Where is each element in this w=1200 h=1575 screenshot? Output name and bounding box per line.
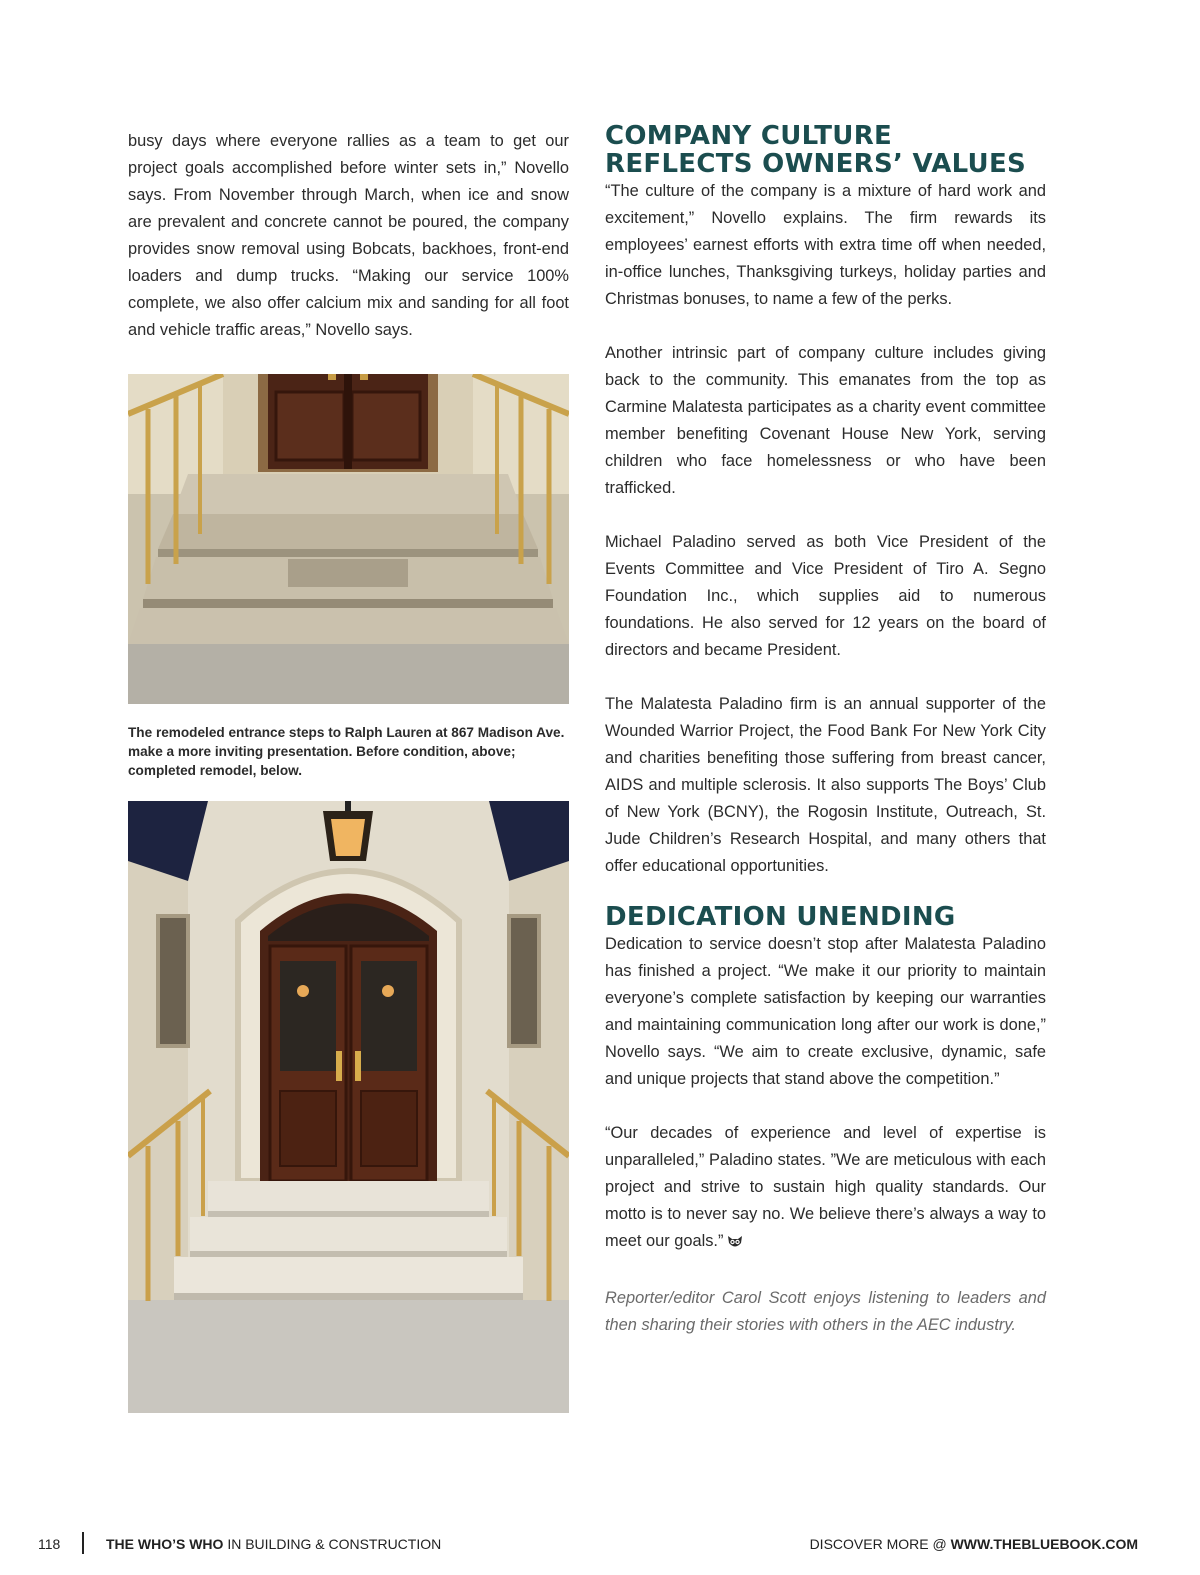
after-photo	[128, 801, 569, 1413]
dedication-paragraph-2	[605, 1120, 1046, 1258]
heading-dedication: DEDICATION UNENDING	[605, 902, 956, 932]
heading-company-culture: COMPANY CULTURE REFLECTS OWNERS’ VALUES	[605, 121, 1027, 179]
publication-name-rest: IN BUILDING & CONSTRUCTION	[223, 1536, 442, 1552]
left-column	[128, 120, 569, 344]
before-photo	[128, 374, 569, 704]
right-column	[605, 120, 1046, 1339]
owl-end-mark-icon	[727, 1231, 743, 1258]
dedication-paragraph-2-text: “Our decades of experience and level of expertise is unparalleled,” Paladino states. ”We are meticulous with each project and strive to sustain high quality standards. Our motto is to never say no. We believe there’s always a way to meet our goals.”	[605, 1124, 1046, 1250]
discover-more	[810, 1536, 1138, 1552]
left-paragraph: busy days where everyone rallies as a team to get our project goals accomplished before winter sets in,” Novello says. From November through March, when ice and snow are prevalent and concrete cannot be poured, the company provides snow removal using Bobcats, backhoes, front-end loaders and dump trucks. “Making our service 100% complete, we also offer calcium mix and sanding for all foot and vehicle traffic areas,” Novello says.	[128, 132, 569, 339]
culture-paragraph-4: The Malatesta Paladino firm is an annual supporter of the Wounded Warrior Project, the Food Bank For New York City and charities benefiting those suffering from breast cancer, AIDS and multiple sclerosis. It also supports The Boys’ Club of New York (BCNY), the Rogosin Institute, Outreach, St. Jude Children’s Research Hospital, and many others that offer educational opportunities.	[605, 695, 1046, 875]
footer-divider	[82, 1532, 84, 1554]
page-footer	[0, 1530, 1200, 1558]
culture-paragraph-3: Michael Paladino served as both Vice President of the Events Committee and Vice President of Tiro A. Segno Foundation Inc., which supplies aid to numerous foundations. He also served for 12 years on the board of directors and became President.	[605, 533, 1046, 659]
discover-label: DISCOVER MORE @	[809, 1536, 951, 1552]
culture-paragraph-1: “The culture of the company is a mixture of hard work and excitement,” Novello explains. The firm rewards its employees’ earnest efforts with extra time off when needed, in-office lunches, Thanksgiving turkeys, holiday parties and Christmas bonuses, to name a few of the perks.	[605, 182, 1046, 308]
culture-paragraph-2: Another intrinsic part of company culture includes giving back to the community. This emanates from the top as Carmine Malatesta participates as a charity event committee member benefiting Covenant House New York, serving children who face homelessness or who have been trafficked.	[605, 344, 1046, 497]
author-byline: Reporter/editor Carol Scott enjoys listening to leaders and then sharing their stories with others in the AEC industry.	[605, 1289, 1046, 1334]
page-number: 118	[38, 1536, 61, 1552]
publication-name	[106, 1536, 441, 1552]
dedication-paragraph-1: Dedication to service doesn’t stop after Malatesta Paladino has finished a project. “We make it our priority to maintain everyone’s complete satisfaction by keeping our warranties and maintaining communication long after our work is done,” Novello says. “We aim to create exclusive, dynamic, safe and unique projects that stand above the competition.”	[605, 935, 1046, 1088]
website-link[interactable]: WWW.THEBLUEBOOK.COM	[950, 1536, 1138, 1552]
photo-caption: The remodeled entrance steps to Ralph Lauren at 867 Madison Ave. make a more inviting presentation. Before condition, above; completed remodel, below.	[128, 725, 565, 778]
publication-name-bold: THE WHO’S WHO	[106, 1536, 224, 1552]
